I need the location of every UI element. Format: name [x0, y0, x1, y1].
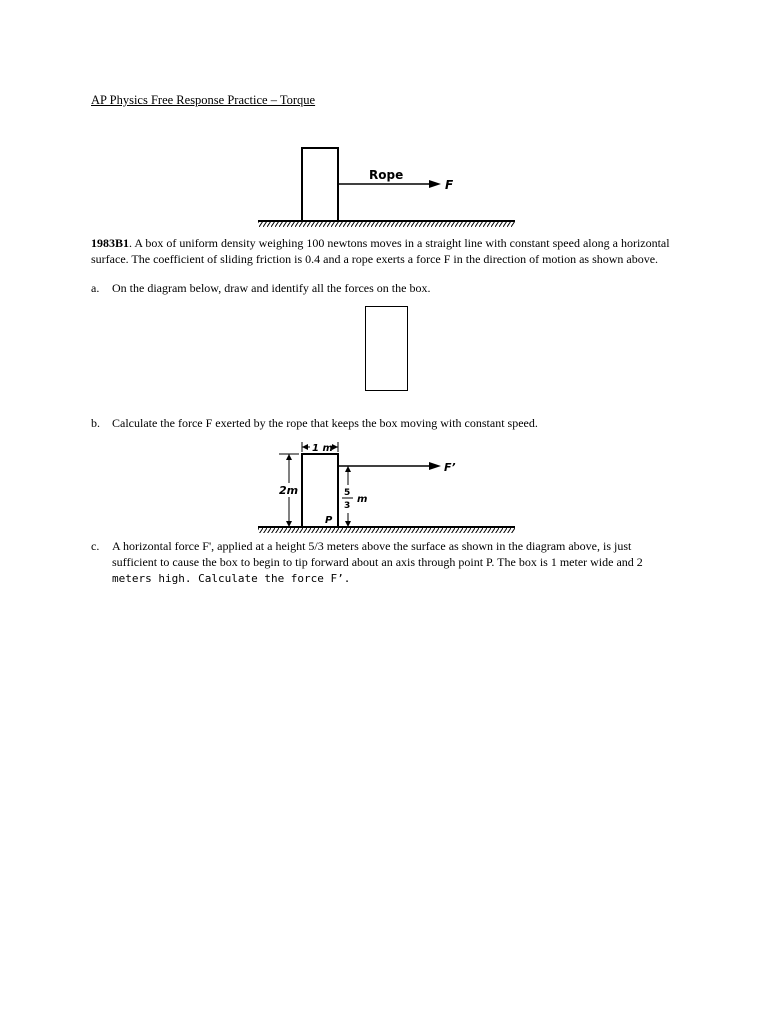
part-a	[91, 280, 691, 296]
part-b	[91, 415, 691, 431]
fraction-numerator: 5	[344, 488, 351, 498]
fraction-denominator: 3	[344, 501, 351, 511]
rope-label: Rope	[369, 168, 404, 182]
box	[302, 148, 338, 221]
point-p-label: P	[325, 515, 333, 526]
part-c-text: A horizontal force F', applied at a height 5/3 meters above the surface as shown in the diagram above, is just sufficient to cause the box to begin to tip forward about an axis through point P. The box is 1 meter wide and 2 meters high. Calculate the force F’.	[112, 539, 643, 585]
part-c	[91, 538, 691, 585]
page-title: AP Physics Free Response Practice – Torque	[91, 93, 316, 107]
part-a-label: a.	[91, 281, 100, 295]
width-label: 1 m	[312, 443, 333, 454]
part-b-label: b.	[91, 416, 100, 430]
force-f-label: F	[445, 178, 454, 192]
problem-id: 1983B1	[91, 236, 130, 250]
part-b-text: Calculate the force F exerted by the rope that keeps the box moving with constant speed.	[112, 416, 538, 430]
box-rope-diagram	[255, 143, 520, 231]
rope-arrowhead	[429, 180, 441, 188]
problem-intro: 1983B1. A box of uniform density weighing 100 newtons moves in a straight line with constant speed along a horizontal surface. The coefficient of sliding friction is 0.4 and a rope exerts a force F in the direction of motion as shown above.	[91, 236, 670, 266]
part-c-label: c.	[91, 539, 100, 553]
height-label: 2m	[279, 484, 299, 497]
part-a-text: On the diagram below, draw and identify all the forces on the box.	[112, 281, 431, 295]
tipping-box-diagram	[255, 438, 520, 538]
blank-box-diagram[interactable]	[365, 306, 408, 391]
fraction-unit: m	[357, 494, 368, 505]
box	[302, 454, 338, 527]
part-c-text-end: meters high. Calculate the force F’.	[112, 572, 351, 585]
force-f-prime-label: F’	[444, 461, 456, 474]
force-arrowhead	[429, 462, 441, 470]
